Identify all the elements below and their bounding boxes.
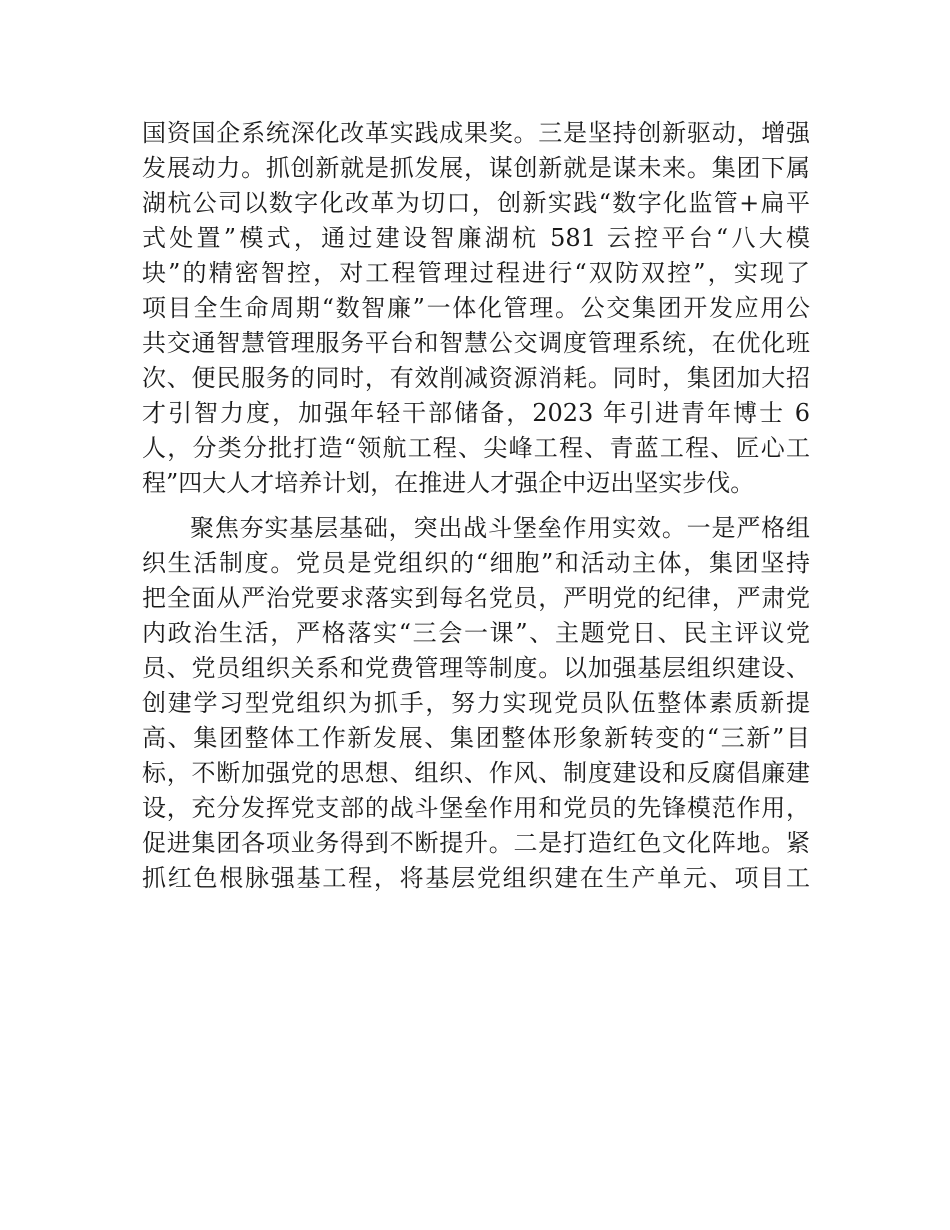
text-line: 共交通智慧管理服务平台和智慧公交调度管理系统，在优化班: [142, 329, 810, 357]
text-line: 项目全生命周期“数智廉”一体化管理。公交集团开发应用公: [142, 294, 810, 322]
text-line: 湖杭公司以数字化改革为切口，创新实践“数字化监管+扁平: [142, 189, 810, 217]
text-line: 程”四大人才培养计划，在推进人才强企中迈出坚实步伐。: [142, 469, 755, 497]
text-line: 内政治生活，严格落实“三会一课”、主题党日、民主评议党: [142, 619, 810, 647]
text-line: 设，充分发挥党支部的战斗堡垒作用和党员的先锋模范作用，: [142, 794, 810, 822]
text-line: 国资国企系统深化改革实践成果奖。三是坚持创新驱动，增强: [142, 119, 810, 147]
text-line: 人，分类分批打造“领航工程、尖峰工程、青蓝工程、匠心工: [142, 434, 810, 462]
text-line: 块”的精密智控，对工程管理过程进行“双防双控”，实现了: [142, 259, 810, 287]
text-line: 才引智力度，加强年轻干部储备，2023 年引进青年博士 6: [142, 399, 810, 427]
text-line: 创建学习型党组织为抓手，努力实现党员队伍整体素质新提: [142, 689, 810, 717]
text-line: 式处置”模式，通过建设智廉湖杭 581 云控平台“八大模: [142, 224, 810, 252]
text-line: 把全面从严治党要求落实到每名党员，严明党的纪律，严肃党: [142, 584, 810, 612]
text-line: 发展动力。抓创新就是抓发展，谋创新就是谋未来。集团下属: [142, 154, 810, 182]
document-page: [142, 116, 810, 896]
text-line: 聚焦夯实基层基础，突出战斗堡垒作用实效。一是严格组: [190, 514, 810, 542]
paragraph-2: [142, 511, 810, 896]
text-line: 促进集团各项业务得到不断提升。二是打造红色文化阵地。紧: [142, 829, 810, 857]
text-line: 次、便民服务的同时，有效削减资源消耗。同时，集团加大招: [142, 364, 810, 392]
text-line: 标，不断加强党的思想、组织、作风、制度建设和反腐倡廉建: [142, 759, 810, 787]
paragraph-1: [142, 116, 810, 501]
text-line: 织生活制度。党员是党组织的“细胞”和活动主体，集团坚持: [142, 549, 810, 577]
text-line: 员、党员组织关系和党费管理等制度。以加强基层组织建设、: [142, 654, 810, 682]
text-line: 抓红色根脉强基工程，将基层党组织建在生产单元、项目工: [142, 864, 810, 892]
text-line: 高、集团整体工作新发展、集团整体形象新转变的“三新”目: [142, 724, 810, 752]
